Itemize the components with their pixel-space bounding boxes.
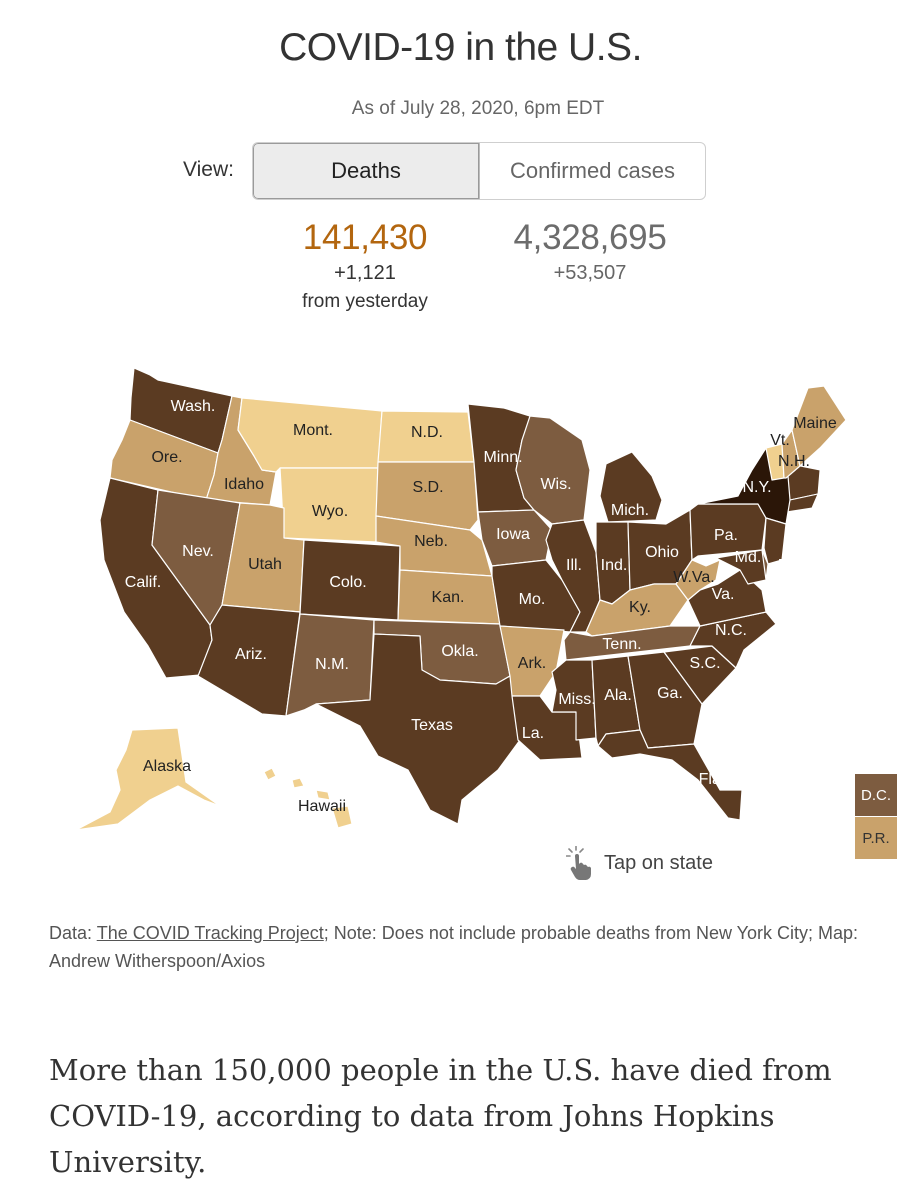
- state-label-neb: Neb.: [414, 533, 448, 551]
- state-label-ind: Ind.: [600, 557, 628, 575]
- deaths-toggle-button[interactable]: Deaths: [253, 143, 480, 199]
- state-label-del: Del.: [777, 557, 807, 575]
- state-label-kan: Kan.: [431, 589, 465, 607]
- state-label-ariz: Ariz.: [235, 646, 267, 664]
- state-label-nev: Nev.: [182, 543, 214, 561]
- source-rest: ; Note: Does not include probable deaths from New York City; Map: Andrew Witherspoon/Axios: [49, 923, 859, 971]
- chart-title: COVID-19 in the U.S.: [279, 26, 642, 69]
- state-label-ohio: Ohio: [645, 544, 679, 562]
- state-label-ark: Ark.: [517, 655, 547, 673]
- state-label-wyo: Wyo.: [311, 503, 349, 521]
- state-label-md: Md.: [734, 549, 762, 567]
- state-label-sd: S.D.: [412, 479, 444, 497]
- state-label-colo: Colo.: [329, 574, 367, 592]
- article-paragraph: More than 150,000 people in the U.S. have died from COVID-19, according to data from Johns Hopkins University.: [49, 1053, 832, 1179]
- state-label-vt: Vt.: [770, 432, 790, 450]
- as-of-timestamp: As of July 28, 2020, 6pm EDT: [351, 98, 605, 119]
- state-label-hawaii: Hawaii: [297, 798, 347, 816]
- deaths-total: 141,430: [302, 218, 428, 257]
- state-label-va: Va.: [711, 586, 735, 604]
- state-label-mich: Mich.: [610, 502, 650, 520]
- deaths-delta: +1,121: [334, 262, 396, 284]
- state-label-ill: Ill.: [566, 557, 582, 575]
- state-label-iowa: Iowa: [496, 526, 530, 544]
- deaths-delta-caption: from yesterday: [302, 291, 428, 312]
- state-label-mo: Mo.: [518, 591, 546, 609]
- state-label-fla: Fla.: [698, 771, 726, 789]
- territory-dc-label: D.C.: [861, 786, 891, 804]
- state-label-la: La.: [521, 725, 545, 743]
- state-label-utah: Utah: [248, 556, 282, 574]
- state-label-wis: Wis.: [540, 476, 572, 494]
- state-label-nc: N.C.: [715, 622, 747, 640]
- state-label-wash: Wash.: [170, 398, 216, 416]
- covid-tracking-project-link[interactable]: The COVID Tracking Project: [96, 923, 324, 943]
- state-label-mont: Mont.: [292, 422, 334, 440]
- state-label-ky: Ky.: [629, 599, 651, 617]
- state-label-okla: Okla.: [441, 643, 479, 661]
- territory-pr-label: P.R.: [862, 829, 890, 847]
- state-label-nj: N.J.: [784, 531, 814, 549]
- state-label-ala: Ala.: [604, 687, 632, 705]
- confirmed-cases-toggle-button[interactable]: Confirmed cases: [509, 158, 676, 183]
- state-label-calif: Calif.: [124, 574, 162, 592]
- state-label-nh: N.H.: [778, 453, 810, 471]
- view-label: View:: [183, 158, 234, 181]
- state-label-sc: S.C.: [689, 655, 721, 673]
- state-label-nm: N.M.: [315, 656, 349, 674]
- source-prefix: Data:: [49, 923, 97, 943]
- territory-dc-box[interactable]: [855, 774, 897, 816]
- hand-pointer-icon: [566, 846, 596, 880]
- state-label-ny: N.Y.: [742, 479, 772, 497]
- state-shape-alaska[interactable]: [76, 728, 220, 830]
- tap-hint: [566, 846, 713, 880]
- source-note: [49, 919, 899, 975]
- state-label-minn: Minn.: [483, 449, 523, 467]
- territory-pr-box[interactable]: [855, 817, 897, 859]
- state-label-ore: Ore.: [151, 449, 183, 467]
- state-label-tenn: Tenn.: [602, 636, 642, 654]
- state-label-miss: Miss.: [558, 691, 596, 709]
- state-label-texas: Texas: [411, 717, 453, 735]
- cases-total: 4,328,695: [513, 218, 667, 257]
- state-label-ga: Ga.: [657, 685, 683, 703]
- state-label-maine: Maine: [793, 415, 837, 433]
- state-label-wva: W.Va.: [673, 569, 715, 587]
- cases-delta: +53,507: [553, 262, 627, 284]
- state-label-idaho: Idaho: [223, 476, 265, 494]
- state-label-nd: N.D.: [411, 424, 443, 442]
- state-label-pa: Pa.: [713, 527, 739, 545]
- tap-hint-text: Tap on state: [604, 851, 713, 874]
- state-label-alaska: Alaska: [142, 758, 192, 776]
